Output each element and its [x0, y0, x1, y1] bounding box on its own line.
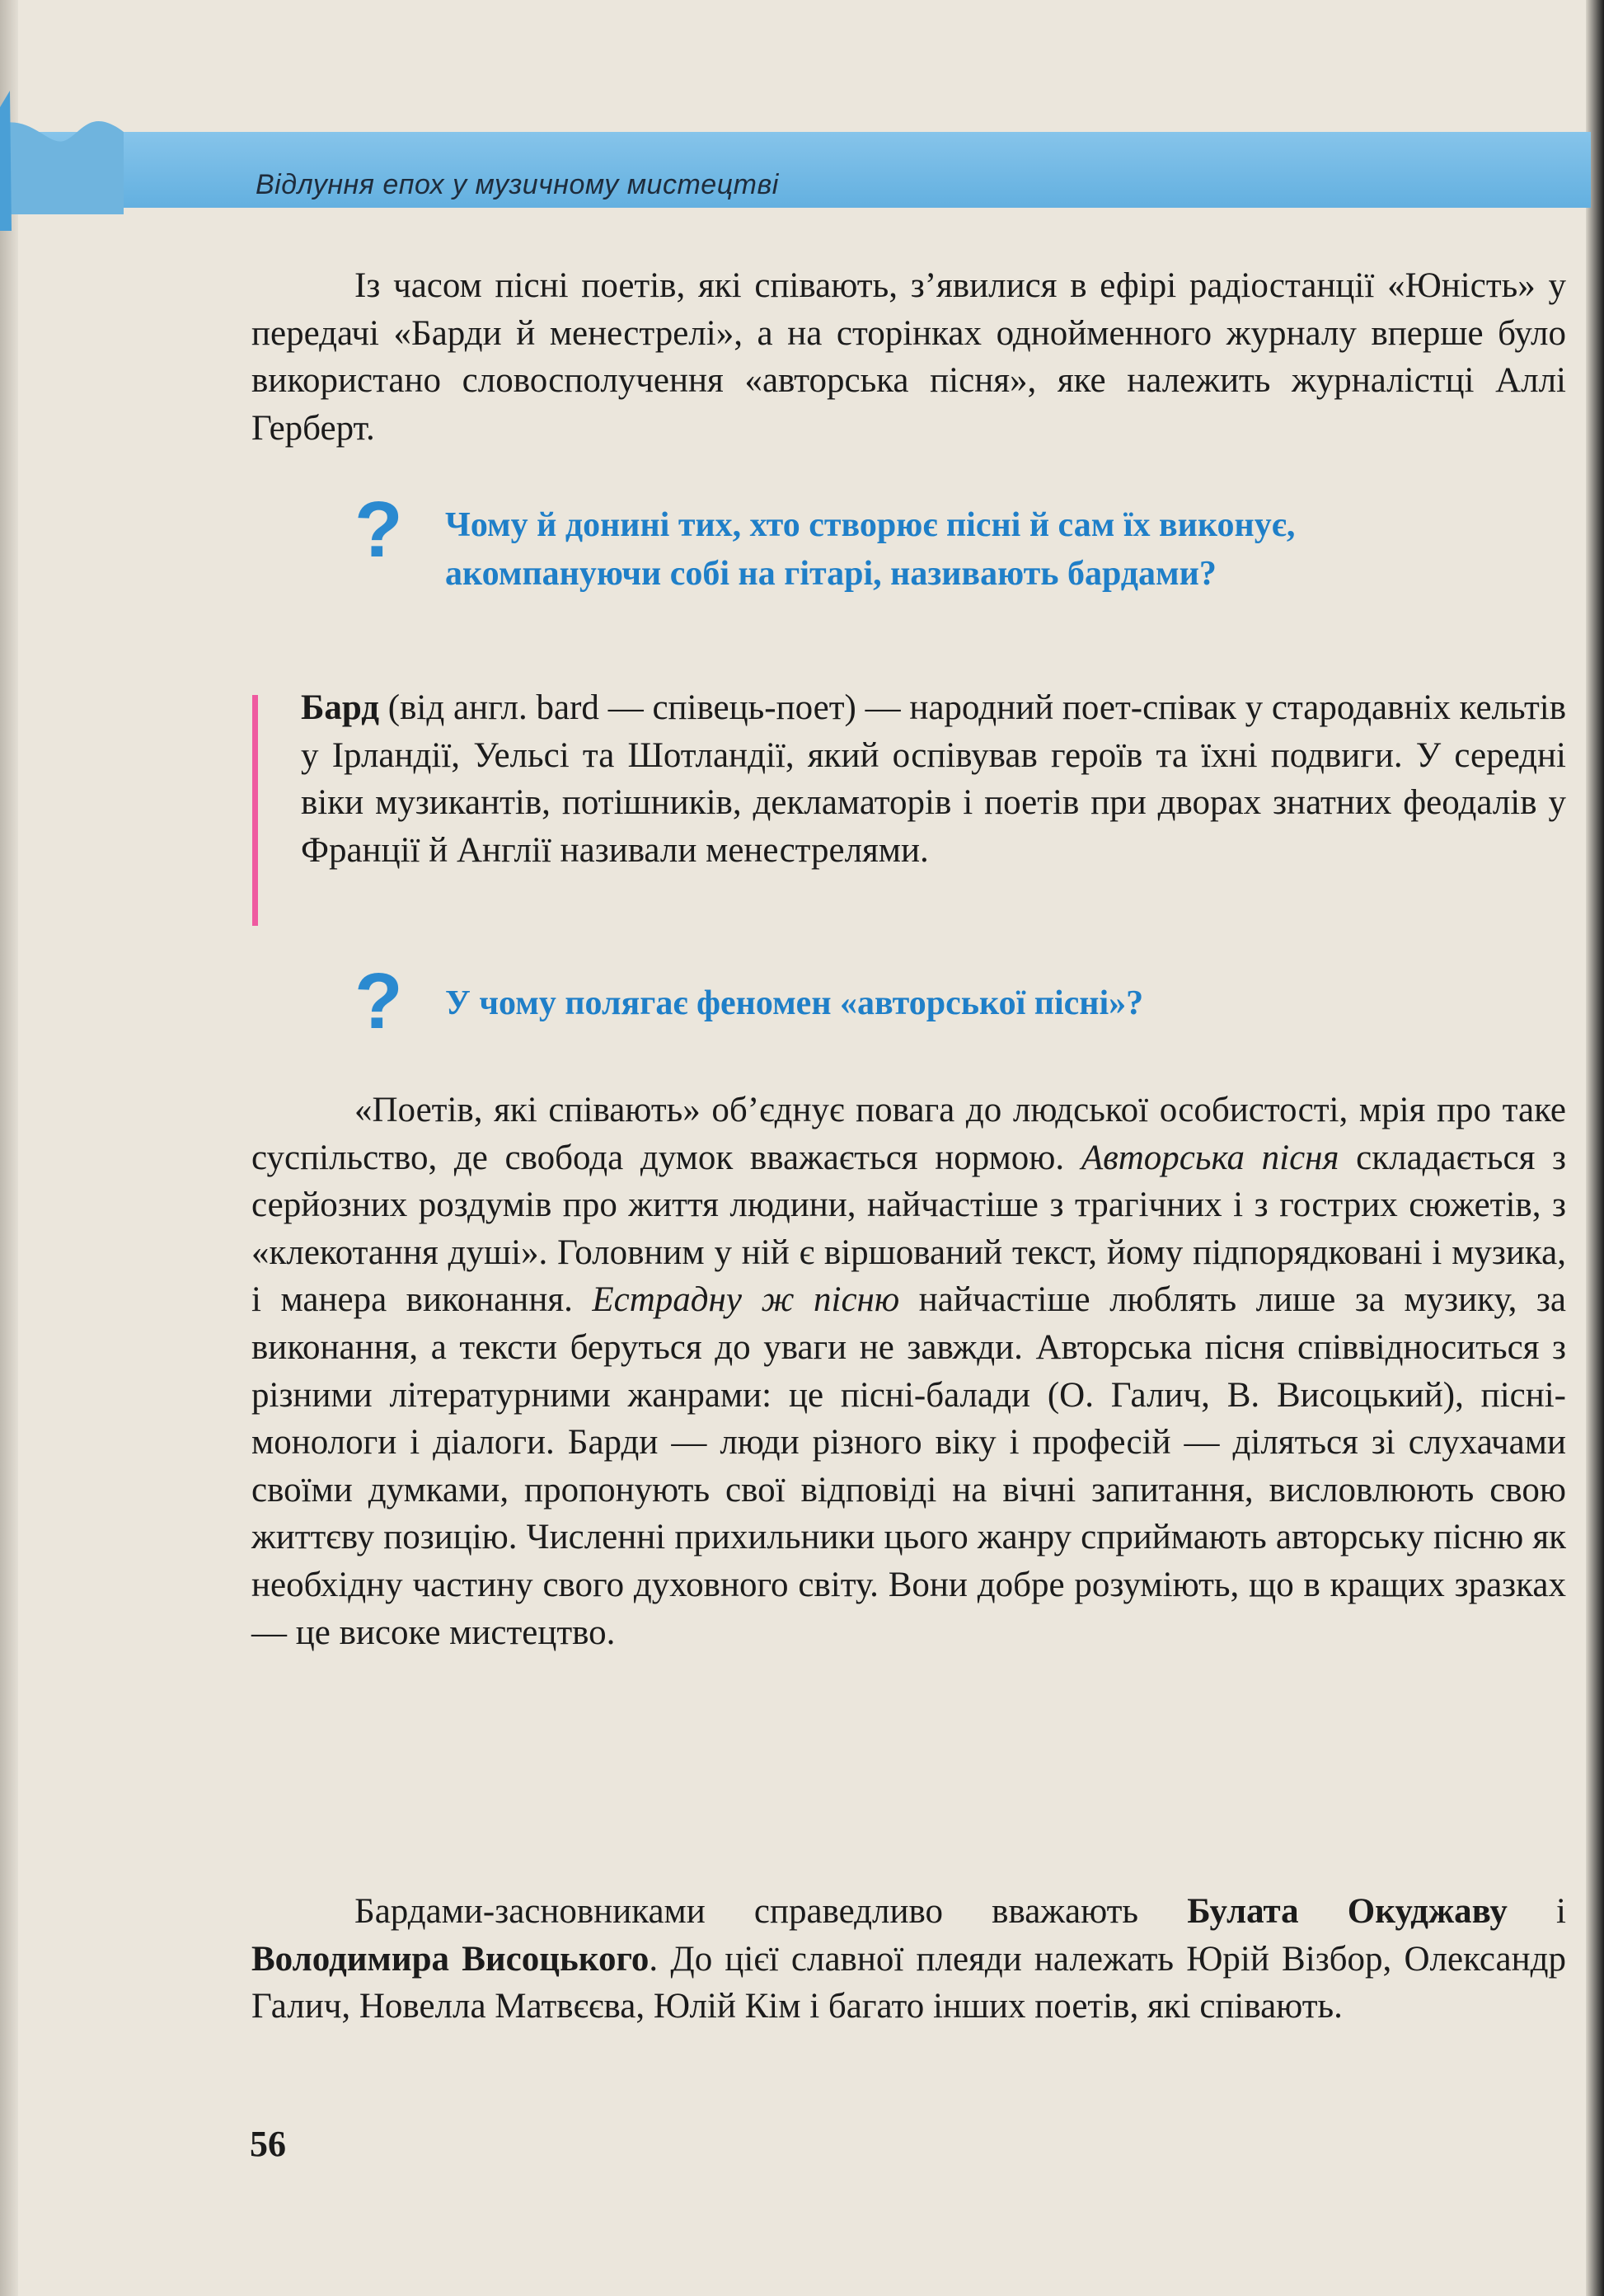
text-run: . До цієї славної плеяди належать Юрій Візбор, Олександр Галич, Новелла Матвєєва, Юлій Кім і багато інших поетів, які співають.	[251, 1939, 1566, 2026]
question-1-line-1: Чому й донині тих, хто створює пісні й сам їх виконує,	[445, 506, 1296, 544]
paragraph-phenomenon	[251, 1087, 1566, 1656]
definition-accent-bar	[252, 695, 258, 926]
question-1	[445, 501, 1295, 599]
question-2-line-1: У чому полягає феномен «авторської пісні»?	[445, 984, 1144, 1022]
paragraph-intro-text: Із часом пісні поетів, які співають, з’явилися в ефірі радіостанції «Юність» у передачі «Барди й менестрелі», а на сторінках однойменного журналу вперше було використано словосполучення «авторська пісня», яке належить журналістці Аллі Герберт.	[251, 266, 1566, 448]
paragraph-intro	[251, 262, 1566, 452]
text-run: «Поетів, які співають» об’єднує повага до людської особистості, мрія про таке суспільство, де свобода думок вважається нормою.	[251, 1091, 1566, 1177]
question-mark-icon: ?	[354, 486, 403, 574]
text-run: і	[1507, 1892, 1566, 1931]
definition-term: Бард	[301, 688, 380, 727]
bold-name: Володимира Висоцького	[251, 1939, 650, 1979]
paragraph-phenomenon-text	[251, 1087, 1566, 1656]
header-band	[0, 132, 1591, 208]
italic-term: Естрадну ж пісню	[592, 1280, 900, 1320]
paragraph-founders	[251, 1888, 1566, 2031]
page-number: 56	[250, 2124, 286, 2164]
page-edge-left	[0, 0, 18, 2296]
question-1-line-2: акомпануючи собі на гітарі, називають бардами?	[445, 555, 1217, 593]
text-run: найчастіше люблять лише за музику, за виконання, а тексти беруться до уваги не завжди. Авторська пісня співвідноситься з різними літературними жанрами: це пісні-балади (О. Галич, В. Висоцький), пісні-монологи і діалоги. Барди — люди різного віку і професій — діляться зі слухачами своїми думками, пропонують свої відповіді на вічні запитання, висловлюють свою життєву позицію. Численні прихильники цього жанру сприймають авторську пісню як необхідну частину свого духовного світу. Вони добре розуміють, що в кращих зразках — це високе мистецтво.	[251, 1280, 1566, 1652]
text-run: Бардами-засновниками справедливо вважають	[354, 1892, 1188, 1931]
definition-text: (від англ. bard — співець-поет) — народний поет-співак у стародавніх кельтів у Ірландії, Уельсі та Шотландії, який оспівував героїв та їхні подвиги. У середні віки музикантів, потішників, декламаторів і поетів при дворах знатних феодалів у Франції й Англії називали менестрелями.	[301, 688, 1566, 870]
bold-name: Булата Окуджаву	[1187, 1892, 1508, 1931]
book-spine-shadow	[1586, 0, 1604, 2296]
question-mark-icon: ?	[354, 957, 403, 1045]
definition-box	[301, 684, 1566, 874]
question-2	[445, 979, 1143, 1028]
italic-term: Авторська пісня	[1081, 1138, 1339, 1177]
text-run: складається з серйозних роздумів про життя людини, найчастіше з трагічних і з гострих сюжетів, з «клекотання душі». Головним у ній є віршований текст, йому підпорядковані і музика, і манера виконання.	[251, 1138, 1566, 1320]
running-title: Відлуння епох у музичному мистецтві	[256, 169, 779, 200]
header-swoosh-ornament	[0, 91, 124, 239]
paragraph-founders-text	[251, 1888, 1566, 2031]
